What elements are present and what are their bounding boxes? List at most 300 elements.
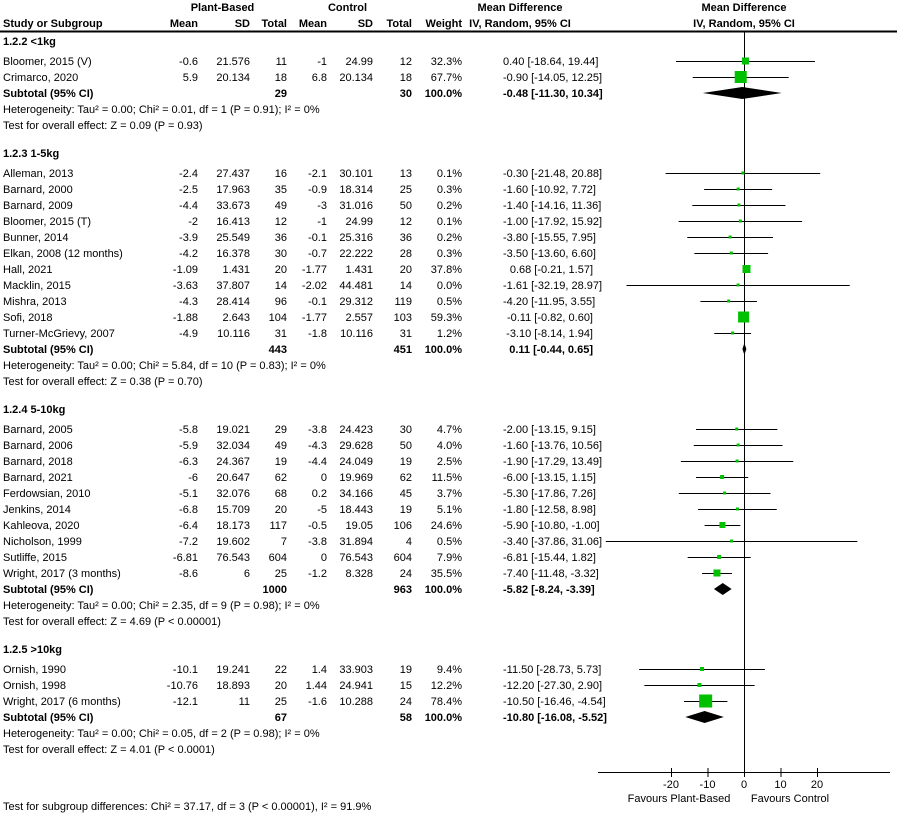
study-name-cell: Bloomer, 2015 (V)	[3, 56, 92, 68]
effect-square-marker	[723, 492, 726, 495]
effect-square-marker	[742, 265, 750, 273]
subtotal-diamond-marker	[685, 711, 724, 723]
study-name-cell: Jenkins, 2014	[3, 504, 71, 516]
total-c-cell: 50	[399, 200, 412, 212]
sd-pb-cell: 20.647	[216, 472, 250, 484]
total-c-cell: 15	[399, 680, 412, 692]
effect-square-marker	[713, 570, 720, 577]
total-pb-cell: 11	[275, 56, 287, 68]
weight-cell: 4.0%	[436, 440, 462, 452]
effect-square-marker	[737, 284, 740, 287]
total-c-cell: 604	[393, 552, 412, 564]
sd-pb-cell: 15.709	[216, 504, 250, 516]
subtotal-diamond-marker	[742, 343, 746, 355]
effect-square-marker	[737, 188, 740, 191]
total-c-cell: 45	[399, 488, 412, 500]
axis-tick-label: -10	[699, 779, 716, 791]
weight-cell: 37.8%	[430, 264, 462, 276]
overall-effect-text: Test for overall effect: Z = 4.01 (P < 0.0001)	[3, 744, 215, 756]
ci-text-cell: -7.40 [-11.48, -3.32]	[503, 568, 599, 580]
axis-tick-label: -20	[663, 779, 679, 791]
total-pb-column-header: Total	[261, 18, 287, 30]
effect-square-marker	[727, 300, 730, 303]
study-name-cell: Elkan, 2008 (12 months)	[3, 248, 123, 260]
mean-c-cell: 1.4	[311, 664, 327, 676]
study-name-cell: Sofi, 2018	[3, 312, 53, 324]
weight-cell: 4.7%	[436, 424, 462, 436]
ci-text-cell: -1.60 [-13.76, 10.56]	[503, 440, 603, 452]
group1-header: Plant-Based	[190, 2, 255, 14]
total-pb-cell: 22	[274, 664, 287, 676]
heterogeneity-text: Heterogeneity: Tau² = 0.00; Chi² = 2.35, df = 9 (P = 0.98); I² = 0%	[3, 600, 320, 612]
weight-cell: 35.5%	[430, 568, 462, 580]
study-name-cell: Hall, 2021	[3, 264, 53, 276]
total-pb-cell: 16	[274, 168, 287, 180]
weight-cell: 0.1%	[436, 168, 462, 180]
ci-text-cell: -3.10 [-8.14, 1.94]	[506, 328, 593, 340]
sd-c-cell: 33.903	[339, 664, 373, 676]
sd-c-cell: 18.314	[339, 184, 373, 196]
mean-pb-cell: -7.2	[179, 536, 198, 548]
sd-pb-cell: 17.963	[216, 184, 250, 196]
total-pb-cell: 20	[274, 680, 287, 692]
mean-c-cell: -4.3	[308, 440, 327, 452]
mean-pb-cell: -4.2	[179, 248, 198, 260]
weight-column-header: Weight	[425, 18, 462, 30]
mean-c-cell: -0.5	[308, 520, 327, 532]
total-c-cell: 62	[399, 472, 412, 484]
mean-c-cell: -0.9	[308, 184, 327, 196]
mean-c-cell: -1.2	[308, 568, 327, 580]
study-name-cell: Barnard, 2005	[3, 424, 73, 436]
total-c-cell: 30	[399, 424, 412, 436]
total-pb-cell: 18	[274, 72, 287, 84]
weight-cell: 0.1%	[436, 216, 462, 228]
ci-text-cell: -10.50 [-16.46, -4.54]	[503, 696, 606, 708]
study-name-cell: Wright, 2017 (3 months)	[3, 568, 121, 580]
effect-column-header: Mean Difference	[477, 2, 563, 14]
ci-text-cell: -1.80 [-12.58, 8.98]	[503, 504, 596, 516]
ci-text-cell: -0.90 [-14.05, 12.25]	[503, 72, 603, 84]
study-name-cell: Ornish, 1998	[3, 680, 66, 692]
mean-pb-cell: -10.1	[172, 664, 198, 676]
study-name-cell: Bloomer, 2015 (T)	[3, 216, 92, 228]
effect-square-marker	[741, 172, 744, 175]
effect-square-marker	[717, 555, 721, 559]
sd-pb-cell: 19.021	[216, 424, 250, 436]
mean-c-cell: -0.7	[308, 248, 327, 260]
total-c-cell: 12	[399, 56, 412, 68]
ci-text-cell: -6.00 [-13.15, 1.15]	[503, 472, 596, 484]
total-c-cell: 14	[399, 280, 412, 292]
sd-c-cell: 1.431	[345, 264, 373, 276]
mean-pb-cell: -10.76	[166, 680, 198, 692]
sd-pb-cell: 33.673	[216, 200, 250, 212]
total-c-cell: 19	[399, 664, 412, 676]
subtotal-label-cell: Subtotal (95% CI)	[3, 344, 94, 356]
mean-pb-cell: -1.88	[172, 312, 198, 324]
ci-text-cell: 0.40 [-18.64, 19.44]	[503, 56, 599, 68]
sd-c-cell: 44.481	[339, 280, 373, 292]
effect-square-marker	[730, 540, 733, 543]
mean-pb-cell: -5.1	[179, 488, 198, 500]
sd-c-cell: 10.116	[340, 328, 373, 340]
subtotal-total-c-cell: 963	[393, 584, 412, 596]
total-c-cell: 18	[399, 72, 412, 84]
mean-pb-column-header: Mean	[169, 18, 198, 30]
total-c-cell: 119	[394, 296, 412, 308]
total-c-cell: 19	[399, 456, 412, 468]
mean-pb-cell: -3.63	[172, 280, 198, 292]
ci-text-cell: -2.00 [-13.15, 9.15]	[503, 424, 596, 436]
effect-square-marker	[719, 522, 725, 528]
mean-pb-cell: -4.3	[179, 296, 198, 308]
total-c-column-header: Total	[386, 18, 412, 30]
subtotal-ci-text-cell: -0.48 [-11.30, 10.34]	[503, 88, 603, 100]
sd-c-cell: 18.443	[339, 504, 373, 516]
mean-pb-cell: -2.5	[179, 184, 198, 196]
study-name-cell: Mishra, 2013	[3, 296, 67, 308]
subtotal-weight-cell: 100.0%	[424, 88, 462, 100]
subtotal-total-c-cell: 58	[399, 712, 412, 724]
sd-c-cell: 31.894	[339, 536, 373, 548]
sd-pb-cell: 27.437	[216, 168, 250, 180]
mean-pb-cell: 5.9	[182, 72, 198, 84]
weight-cell: 24.6%	[430, 520, 462, 532]
mean-c-cell: -3.8	[308, 536, 327, 548]
weight-cell: 9.4%	[436, 664, 462, 676]
weight-cell: 0.3%	[436, 248, 462, 260]
mean-c-cell: 1.44	[305, 680, 327, 692]
sd-pb-cell: 18.173	[216, 520, 250, 532]
weight-cell: 0.5%	[436, 296, 462, 308]
sd-c-cell: 76.543	[339, 552, 373, 564]
mean-c-cell: -3.8	[308, 424, 327, 436]
mean-pb-cell: -6.4	[179, 520, 198, 532]
sd-c-cell: 24.99	[345, 56, 373, 68]
mean-c-cell: -3	[317, 200, 327, 212]
sd-c-cell: 29.628	[339, 440, 373, 452]
study-name-cell: Barnard, 2009	[3, 200, 73, 212]
subtotal-total-c-cell: 30	[399, 88, 412, 100]
mean-pb-cell: -6.81	[172, 552, 198, 564]
mean-c-cell: 0	[320, 552, 327, 564]
favours-right-label: Favours Control	[750, 793, 830, 805]
ci-text-cell: -5.90 [-10.80, -1.00]	[503, 520, 600, 532]
sd-c-cell: 29.312	[339, 296, 373, 308]
effect-square-marker	[738, 312, 749, 323]
total-c-cell: 36	[399, 232, 412, 244]
overall-effect-text: Test for overall effect: Z = 0.09 (P = 0.93)	[3, 120, 203, 132]
mean-pb-cell: -12.1	[172, 696, 198, 708]
total-pb-cell: 20	[274, 504, 287, 516]
total-pb-cell: 25	[274, 696, 287, 708]
subtotal-label-cell: Subtotal (95% CI)	[3, 88, 94, 100]
sd-pb-cell: 21.576	[216, 56, 250, 68]
mean-c-cell: 0	[320, 472, 327, 484]
total-pb-cell: 117	[269, 520, 287, 532]
sd-c-cell: 24.941	[339, 680, 373, 692]
ci-text-cell: -0.11 [-0.82, 0.60]	[506, 312, 593, 324]
mean-c-cell: -2.02	[301, 280, 327, 292]
subtotal-ci-text-cell: -10.80 [-16.08, -5.52]	[503, 712, 607, 724]
total-pb-cell: 29	[274, 424, 287, 436]
mean-c-cell: -1	[317, 56, 327, 68]
total-pb-cell: 49	[274, 440, 287, 452]
mean-pb-cell: -2	[188, 216, 198, 228]
effect-square-marker	[739, 220, 742, 223]
sd-pb-cell: 6	[243, 568, 250, 580]
sd-pb-cell: 28.414	[216, 296, 250, 308]
sd-pb-cell: 20.134	[216, 72, 250, 84]
sd-pb-cell: 37.807	[216, 280, 250, 292]
total-pb-cell: 30	[274, 248, 287, 260]
subgroup-label: 1.2.3 1-5kg	[3, 148, 60, 160]
ci-text-cell: -1.90 [-17.29, 13.49]	[503, 456, 603, 468]
effect-square-marker	[731, 332, 734, 335]
plot-method-header: IV, Random, 95% CI	[693, 18, 795, 30]
ci-text-cell: -1.00 [-17.92, 15.92]	[503, 216, 603, 228]
total-c-cell: 19	[399, 504, 412, 516]
weight-cell: 32.3%	[430, 56, 462, 68]
mean-pb-cell: -1.09	[172, 264, 198, 276]
ci-text-cell: -6.81 [-15.44, 1.82]	[503, 552, 596, 564]
sd-c-cell: 8.328	[345, 568, 373, 580]
sd-c-cell: 20.134	[339, 72, 373, 84]
mean-pb-cell: -4.9	[179, 328, 198, 340]
ci-text-cell: -1.60 [-10.92, 7.72]	[503, 184, 596, 196]
total-c-cell: 28	[399, 248, 412, 260]
effect-square-marker	[700, 667, 704, 671]
total-pb-cell: 604	[268, 552, 287, 564]
heterogeneity-text: Heterogeneity: Tau² = 0.00; Chi² = 5.84, df = 10 (P = 0.83); I² = 0%	[3, 360, 326, 372]
mean-c-cell: -1	[317, 216, 327, 228]
total-pb-cell: 20	[274, 264, 287, 276]
study-name-cell: Alleman, 2013	[3, 168, 74, 180]
total-pb-cell: 31	[274, 328, 287, 340]
subtotal-total-pb-cell: 29	[274, 88, 287, 100]
heterogeneity-text: Heterogeneity: Tau² = 0.00; Chi² = 0.01, df = 1 (P = 0.91); I² = 0%	[3, 104, 320, 116]
study-name-cell: Kahleova, 2020	[3, 520, 80, 532]
study-name-cell: Ferdowsian, 2010	[3, 488, 91, 500]
mean-pb-cell: -5.9	[179, 440, 198, 452]
weight-cell: 59.3%	[430, 312, 462, 324]
weight-cell: 11.5%	[431, 472, 462, 484]
sd-pb-cell: 32.076	[216, 488, 250, 500]
ci-text-cell: -5.30 [-17.86, 7.26]	[503, 488, 596, 500]
total-c-cell: 24	[399, 696, 412, 708]
subtotal-diamond-marker	[703, 87, 782, 99]
study-name-cell: Bunner, 2014	[3, 232, 69, 244]
mean-pb-cell: -0.6	[179, 56, 198, 68]
study-name-cell: Sutliffe, 2015	[3, 552, 68, 564]
study-column-header: Study or Subgroup	[3, 18, 103, 30]
ci-text-cell: -3.50 [-13.60, 6.60]	[503, 248, 596, 260]
total-c-cell: 20	[399, 264, 412, 276]
sd-pb-column-header: SD	[234, 18, 250, 30]
mean-c-cell: 0.2	[311, 488, 327, 500]
weight-cell: 3.7%	[436, 488, 462, 500]
sd-c-cell: 34.166	[339, 488, 373, 500]
total-pb-cell: 36	[274, 232, 287, 244]
sd-c-cell: 22.222	[339, 248, 373, 260]
subtotal-weight-cell: 100.0%	[424, 584, 462, 596]
plot-effect-header: Mean Difference	[701, 2, 787, 14]
total-pb-cell: 14	[274, 280, 287, 292]
effect-square-marker	[735, 428, 738, 431]
favours-left-label: Favours Plant-Based	[627, 793, 731, 805]
total-c-cell: 50	[399, 440, 412, 452]
mean-pb-cell: -6.8	[179, 504, 198, 516]
sd-pb-cell: 24.367	[216, 456, 250, 468]
overall-effect-text: Test for overall effect: Z = 0.38 (P = 0.70)	[3, 376, 203, 388]
sd-c-cell: 24.99	[345, 216, 373, 228]
mean-c-cell: -1.8	[308, 328, 327, 340]
sd-c-cell: 10.288	[339, 696, 373, 708]
sd-pb-cell: 18.893	[216, 680, 250, 692]
effect-square-marker	[742, 58, 749, 65]
subtotal-total-pb-cell: 443	[268, 344, 287, 356]
study-name-cell: Barnard, 2000	[3, 184, 73, 196]
mean-pb-cell: -2.4	[179, 168, 198, 180]
effect-square-marker	[735, 71, 747, 83]
sd-c-cell: 2.557	[345, 312, 373, 324]
subgroup-differences-text: Test for subgroup differences: Chi² = 37.17, df = 3 (P < 0.00001), I² = 91.9%	[3, 801, 372, 813]
weight-cell: 0.2%	[436, 232, 462, 244]
subtotal-label-cell: Subtotal (95% CI)	[3, 584, 94, 596]
study-name-cell: Barnard, 2021	[3, 472, 73, 484]
sd-pb-cell: 16.378	[216, 248, 250, 260]
sd-c-cell: 31.016	[339, 200, 373, 212]
mean-pb-cell: -5.8	[179, 424, 198, 436]
axis-tick-label: 20	[810, 779, 824, 791]
sd-pb-cell: 19.602	[216, 536, 250, 548]
mean-pb-cell: -6	[188, 472, 198, 484]
ci-text-cell: -11.50 [-28.73, 5.73]	[503, 664, 602, 676]
total-pb-cell: 12	[274, 216, 287, 228]
study-name-cell: Barnard, 2018	[3, 456, 73, 468]
ci-text-cell: -3.40 [-37.86, 31.06]	[503, 536, 603, 548]
subgroup-label: 1.2.5 >10kg	[3, 644, 63, 656]
total-c-cell: 4	[405, 536, 412, 548]
weight-cell: 7.9%	[436, 552, 462, 564]
sd-pb-cell: 1.431	[222, 264, 250, 276]
effect-square-marker	[699, 695, 712, 708]
mean-c-column-header: Mean	[298, 18, 327, 30]
total-c-cell: 25	[399, 184, 412, 196]
effect-square-marker	[737, 204, 740, 207]
subtotal-diamond-marker	[714, 583, 732, 595]
heterogeneity-text: Heterogeneity: Tau² = 0.00; Chi² = 0.05, df = 2 (P = 0.98); I² = 0%	[3, 728, 320, 740]
weight-cell: 0.3%	[436, 184, 462, 196]
total-pb-cell: 68	[274, 488, 287, 500]
study-name-cell: Crimarco, 2020	[3, 72, 79, 84]
sd-c-cell: 19.05	[345, 520, 373, 532]
sd-c-cell: 30.101	[339, 168, 373, 180]
weight-cell: 12.2%	[430, 680, 462, 692]
sd-c-cell: 24.423	[339, 424, 373, 436]
subtotal-total-pb-cell: 1000	[262, 584, 287, 596]
method-column-header: IV, Random, 95% CI	[469, 18, 571, 30]
ci-text-cell: -3.80 [-15.55, 7.95]	[503, 232, 596, 244]
axis-tick-label: 0	[740, 779, 748, 791]
mean-c-cell: 6.8	[311, 72, 327, 84]
total-c-cell: 12	[399, 216, 412, 228]
effect-square-marker	[697, 683, 701, 687]
axis-tick-label: 10	[774, 779, 787, 791]
group2-header: Control	[327, 2, 368, 14]
ci-text-cell: -12.20 [-27.30, 2.90]	[503, 680, 603, 692]
total-pb-cell: 7	[280, 536, 287, 548]
subgroup-label: 1.2.2 <1kg	[3, 36, 56, 48]
subtotal-ci-text-cell: -5.82 [-8.24, -3.39]	[503, 584, 595, 596]
mean-c-cell: -1.77	[301, 264, 327, 276]
mean-c-cell: -0.1	[308, 296, 327, 308]
total-pb-cell: 104	[268, 312, 287, 324]
sd-pb-cell: 25.549	[216, 232, 250, 244]
study-name-cell: Wright, 2017 (6 months)	[3, 696, 121, 708]
ci-text-cell: 0.68 [-0.21, 1.57]	[509, 264, 593, 276]
effect-square-marker	[737, 444, 740, 447]
mean-c-cell: -2.1	[308, 168, 327, 180]
mean-pb-cell: -3.9	[179, 232, 198, 244]
study-name-cell: Nicholson, 1999	[3, 536, 82, 548]
ci-text-cell: -4.20 [-11.95, 3.55]	[503, 296, 596, 308]
weight-cell: 1.2%	[436, 328, 462, 340]
total-pb-cell: 19	[274, 456, 287, 468]
sd-c-cell: 25.316	[339, 232, 373, 244]
weight-cell: 0.0%	[436, 280, 462, 292]
study-name-cell: Ornish, 1990	[3, 664, 66, 676]
effect-square-marker	[720, 475, 724, 479]
mean-pb-cell: -4.4	[179, 200, 198, 212]
mean-c-cell: -4.4	[308, 456, 327, 468]
subtotal-ci-text-cell: 0.11 [-0.44, 0.65]	[509, 344, 593, 356]
subtotal-total-c-cell: 451	[393, 344, 412, 356]
study-name-cell: Macklin, 2015	[3, 280, 71, 292]
mean-c-cell: -0.1	[308, 232, 327, 244]
sd-pb-cell: 19.241	[216, 664, 250, 676]
subgroup-label: 1.2.4 5-10kg	[3, 404, 66, 416]
total-c-cell: 31	[399, 328, 412, 340]
sd-pb-cell: 11	[238, 696, 250, 708]
effect-square-marker	[730, 252, 733, 255]
study-name-cell: Barnard, 2006	[3, 440, 73, 452]
study-name-cell: Turner-McGrievy, 2007	[3, 328, 115, 340]
sd-pb-cell: 2.643	[222, 312, 250, 324]
total-pb-cell: 49	[274, 200, 287, 212]
sd-c-column-header: SD	[357, 18, 373, 30]
sd-c-cell: 19.969	[339, 472, 373, 484]
sd-pb-cell: 10.116	[217, 328, 250, 340]
total-pb-cell: 25	[274, 568, 287, 580]
sd-c-cell: 24.049	[339, 456, 373, 468]
weight-cell: 78.4%	[430, 696, 462, 708]
mean-pb-cell: -8.6	[179, 568, 198, 580]
weight-cell: 5.1%	[436, 504, 462, 516]
effect-square-marker	[729, 236, 732, 239]
mean-c-cell: -1.6	[308, 696, 327, 708]
subtotal-weight-cell: 100.0%	[424, 712, 462, 724]
weight-cell: 0.2%	[436, 200, 462, 212]
weight-cell: 67.7%	[430, 72, 462, 84]
effect-square-marker	[736, 460, 739, 463]
total-c-cell: 24	[399, 568, 412, 580]
effect-square-marker	[736, 508, 739, 511]
total-c-cell: 13	[399, 168, 412, 180]
mean-c-cell: -5	[317, 504, 327, 516]
ci-text-cell: -1.40 [-14.16, 11.36]	[503, 200, 602, 212]
